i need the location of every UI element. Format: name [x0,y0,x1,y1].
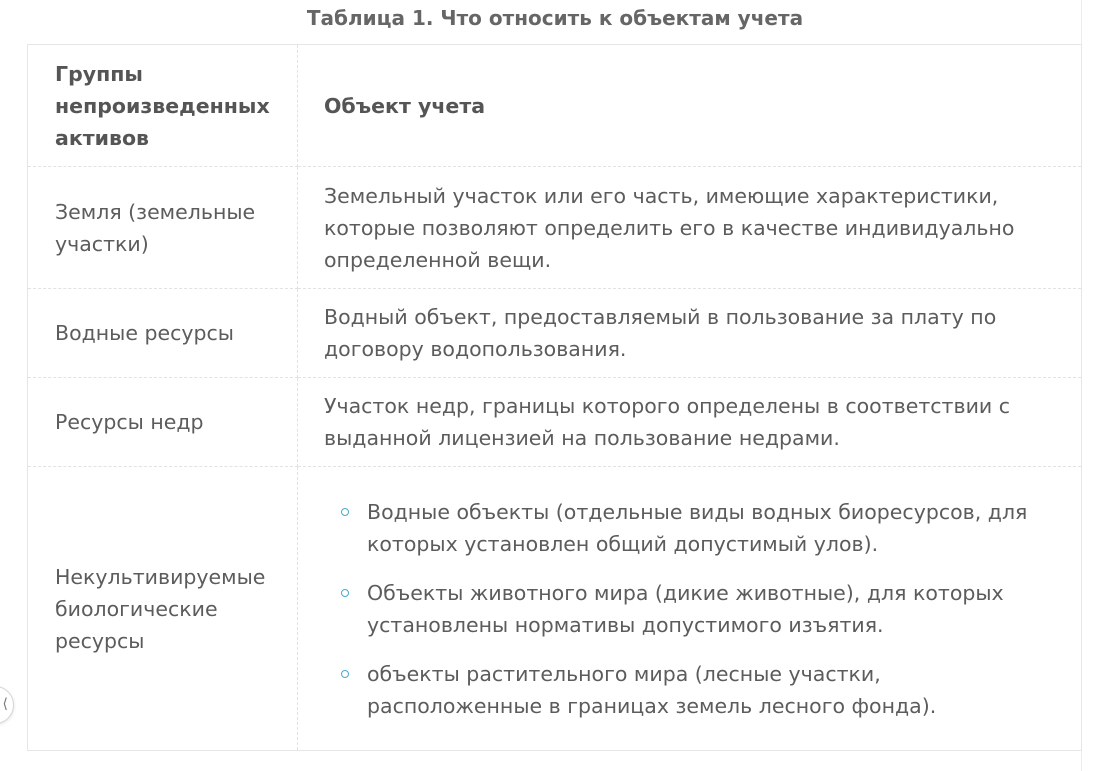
circle-bullet-icon [341,670,349,678]
accounting-objects-table [27,44,1082,751]
table-caption: Таблица 1. Что относить к объектам учета [306,6,804,30]
list-item-text: Объекты животного мира (дикие животные), для которых установлены нормативы допустимого изъятия. [367,580,1004,637]
list-item [341,658,1059,722]
row-group-bio: Некультивируемые биологические ресурсы [28,467,298,751]
table-header-row [28,45,1082,167]
row-object-water: Водный объект, предоставляемый в пользование за плату по договору водопользования. [298,289,1082,378]
table-row [28,467,1082,751]
circle-bullet-icon [341,508,349,516]
scroll-left-button[interactable] [0,686,14,724]
header-groups: Группы непроизведенных активов [28,45,298,167]
header-object: Объект учета [298,45,1082,167]
row-object-subsoil: Участок недр, границы которого определены в соответствии с выданной лицензией на пользование недрами. [298,378,1082,467]
circle-bullet-icon [341,589,349,597]
table-row [28,167,1082,289]
list-item [341,496,1059,560]
row-group-water: Водные ресурсы [28,289,298,378]
bio-resources-list [324,496,1059,722]
list-item-text: Водные объекты (отдельные виды водных биоресурсов, для которых установлен общий допустимый улов). [367,499,1028,556]
row-object-bio [298,467,1082,751]
row-object-land: Земельный участок или его часть, имеющие характеристики, которые позволяют определить его в качестве индивидуально определенной вещи. [298,167,1082,289]
list-item [341,577,1059,641]
table-row [28,378,1082,467]
chevron-left-icon: ⟨ [2,696,8,712]
row-group-subsoil: Ресурсы недр [28,378,298,467]
row-group-land: Земля (земельные участки) [28,167,298,289]
list-item-text: объекты растительного мира (лесные участки, расположенные в границах земель лесного фонда). [367,661,937,718]
table-row [28,289,1082,378]
